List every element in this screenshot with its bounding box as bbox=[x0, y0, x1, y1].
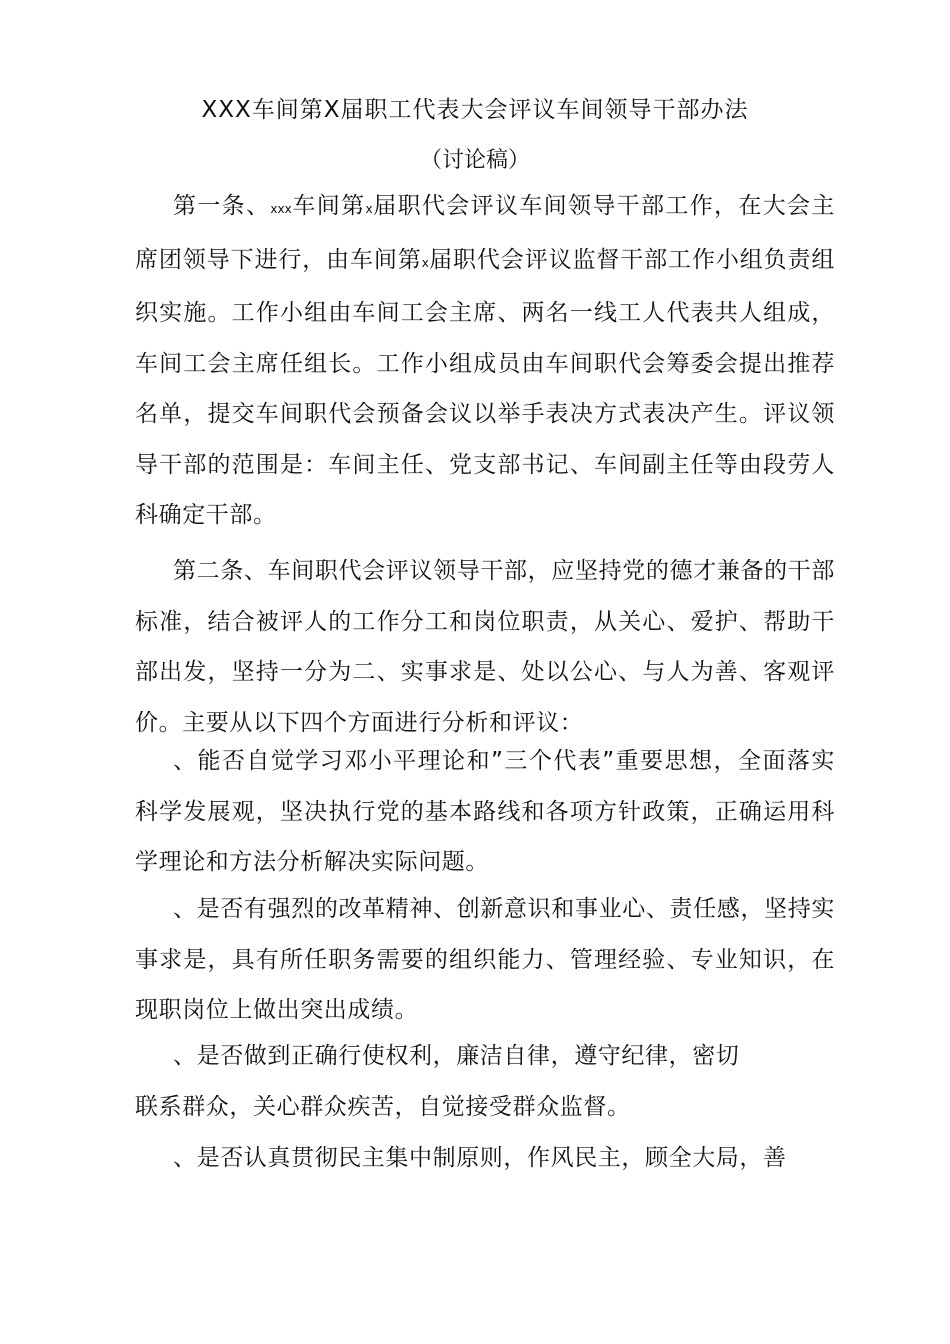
article-1-text-d: 届职代会评议监督干部工作小组负责组织实施。工作小组由车间工会主席、两名一线工人代表共人组成，车间工会主席任组长。工作小组成员由车间职代会筹委会提出推荐名单，提交车间职代会预备会议以举手表决方式表决产生。评议领导干部的范围是：车间主任、党支部书记、车间副主任等由段劳人科确定干部。 bbox=[135, 246, 836, 528]
article-1-small-b: x bbox=[365, 202, 373, 216]
article-1-text-a: 第一条、 bbox=[173, 193, 271, 219]
item-3-line-1: 、是否做到正确行使权利，廉洁自律，遵守纪律，密切 bbox=[173, 1043, 740, 1069]
article-1-paragraph bbox=[135, 181, 835, 541]
item-1-paragraph: 、能否自觉学习邓小平理论和”三个代表”重要思想，全面落实科学发展观，坚决执行党的基本路线和各项方针政策，正确运用科学理论和方法分析解决实际问题。 bbox=[135, 748, 835, 875]
item-3-line-2: 联系群众，关心群众疾苦，自觉接受群众监督。 bbox=[135, 1093, 631, 1120]
item-3-paragraph bbox=[135, 1031, 835, 1132]
article-1-small-a: xxx bbox=[270, 202, 292, 216]
document-subtitle: （讨论稿） bbox=[419, 148, 530, 173]
article-1-text-c: 届职代会评议车间领导干部工作，在大会主席团领导下进行，由车间第 bbox=[135, 193, 835, 273]
article-1-text-b: 车间第 bbox=[291, 193, 366, 219]
document-title: XXX车间第X届职工代表大会评议车间领导干部办法 bbox=[201, 97, 749, 123]
article-2-paragraph: 第二条、车间职代会评议领导干部，应坚持党的德才兼备的干部标准，结合被评人的工作分工和岗位职责，从关心、爱护、帮助干部出发，坚持一分为二、实事求是、处以公心、与人为善、客观评价。主要从以下四个方面进行分析和评议： bbox=[135, 558, 835, 736]
article-1-small-c: x bbox=[421, 255, 429, 270]
item-4-paragraph: 、是否认真贯彻民主集中制原则，作风民主，顾全大局，善 bbox=[173, 1145, 787, 1171]
item-2-paragraph: 、是否有强烈的改革精神、创新意识和事业心、责任感，坚持实事求是，具有所任职务需要的组织能力、管理经验、专业知识，在现职岗位上做出突出成绩。 bbox=[135, 896, 835, 1023]
